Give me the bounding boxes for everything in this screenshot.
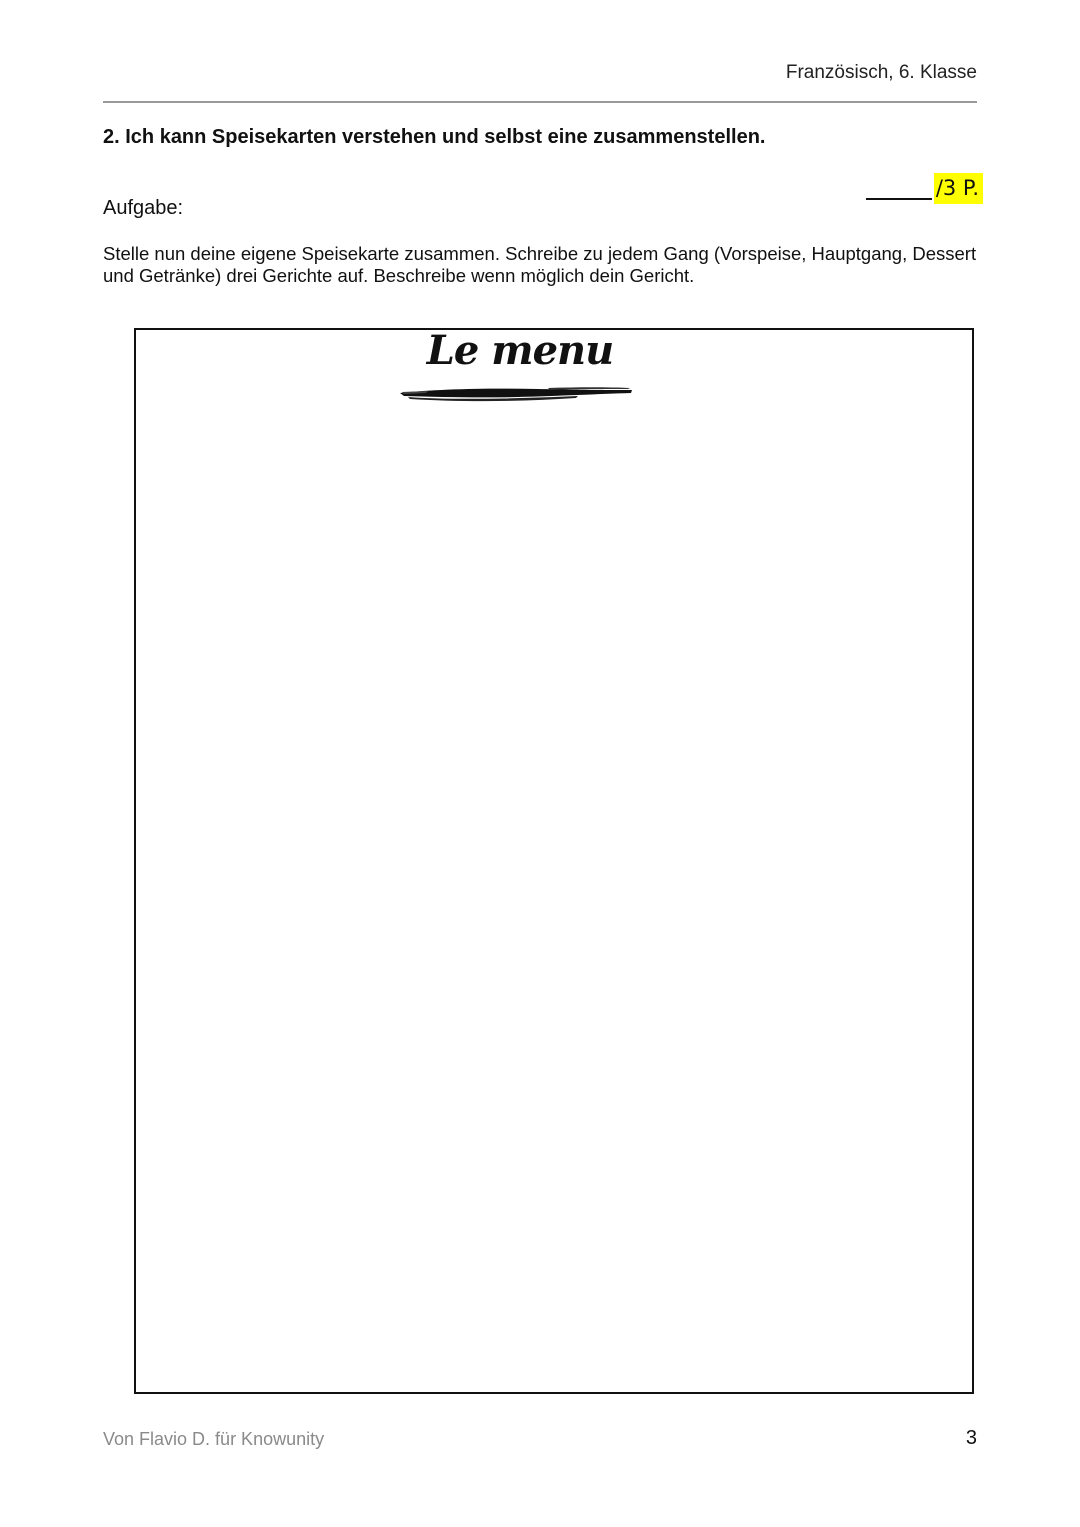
brush-stroke-underline <box>398 380 634 404</box>
points-field <box>866 172 983 204</box>
menu-writing-box[interactable] <box>134 328 974 1394</box>
task-instructions: Stelle nun deine eigene Speisekarte zusammen. Schreibe zu jedem Gang (Vorspeise, Hauptgang, Dessert und Getränke) drei Gerichte auf. Beschreibe wenn möglich dein Gericht. <box>103 243 977 286</box>
header-subject: Französisch, 6. Klasse <box>785 62 977 83</box>
page-number: 3 <box>965 1427 977 1449</box>
footer-author: Von Flavio D. für Knowunity <box>103 1429 325 1449</box>
section-title: 2. Ich kann Speisekarten verstehen und selbst eine zusammenstellen. <box>103 126 766 148</box>
points-label: /3 P. <box>934 173 983 204</box>
header-divider <box>103 101 977 103</box>
task-label: Aufgabe: <box>103 197 184 219</box>
points-blank-line[interactable] <box>866 198 932 200</box>
menu-title: Le menu <box>426 327 614 374</box>
